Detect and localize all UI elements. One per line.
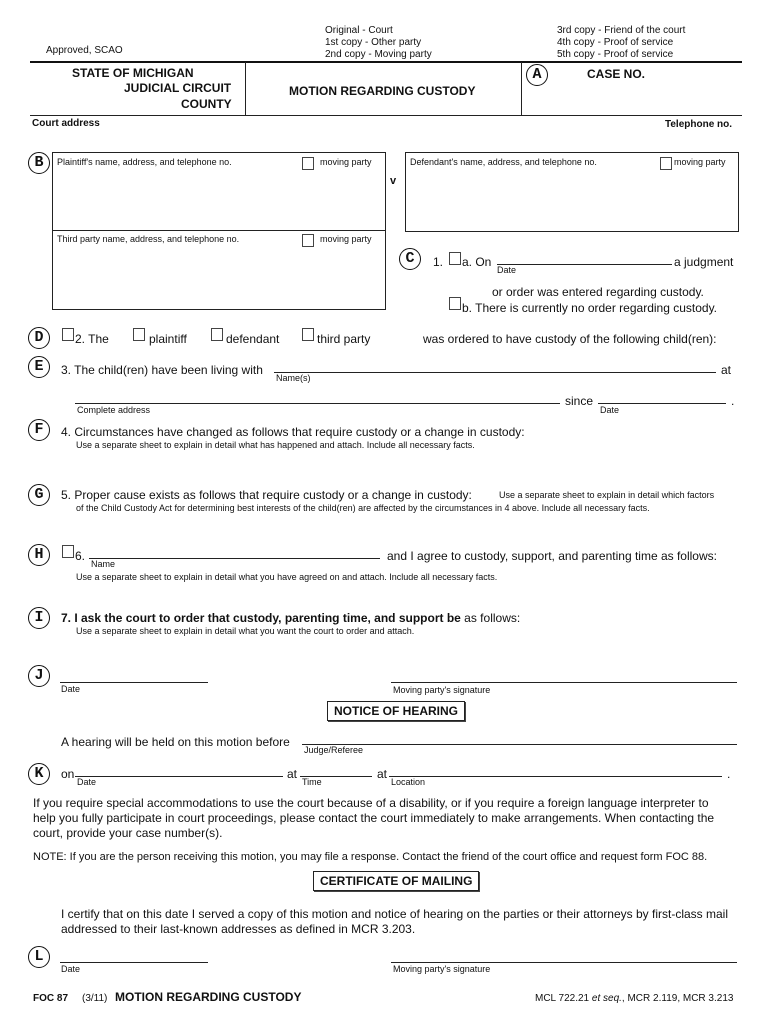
item2-defendant-label: defendant (226, 332, 280, 346)
item5-text: 5. Proper cause exists as follows that require custody or a change in custody: (61, 488, 472, 502)
marker-e: E (28, 356, 50, 378)
item1a-text: a. On (462, 255, 492, 269)
item1a-date-label: Date (497, 265, 517, 275)
court-address-label: Court address (32, 118, 100, 129)
hearing-period: . (727, 767, 731, 781)
item3-since: since (565, 394, 594, 408)
item4-note: Use a separate sheet to explain in detail what has happened and attach. Include all necessary facts. (76, 440, 475, 450)
hearing-at-2: at (377, 767, 388, 781)
hearing-date-line[interactable] (75, 776, 283, 777)
hearing-location-line[interactable] (389, 776, 722, 777)
cert-date-line[interactable] (60, 962, 208, 963)
telephone-label: Telephone no. (665, 119, 733, 130)
copy-1st: 1st copy - Other party (325, 37, 422, 48)
item3-date-line[interactable] (598, 403, 726, 404)
item7-text (61, 611, 520, 625)
copy-2nd: 2nd copy - Moving party (325, 49, 432, 60)
hearing-at-1: at (287, 767, 298, 781)
item2-plaintiff-checkbox[interactable] (133, 328, 145, 341)
footer-form-number: FOC 87 (33, 993, 69, 1004)
marker-l: L (28, 946, 50, 968)
item6-checkbox[interactable] (62, 545, 74, 558)
certificate-line-2: addressed to their last-known addresses as defined in MCR 3.203. (61, 922, 416, 936)
copy-4th: 4th copy - Proof of service (557, 37, 674, 48)
third-party-moving-checkbox[interactable] (302, 234, 314, 247)
item3-address-line[interactable] (75, 403, 560, 404)
defendant-moving-label: moving party (674, 157, 726, 167)
item1a-continued: or order was entered regarding custody. (492, 285, 704, 299)
certificate-title: CERTIFICATE OF MAILING (313, 871, 479, 891)
footer-cite-em: et seq. (591, 993, 622, 1004)
item6-note: Use a separate sheet to explain in detail what you have agreed on and attach. Include all necessary facts. (76, 572, 498, 582)
copy-3rd: 3rd copy - Friend of the court (557, 25, 686, 36)
state-label: STATE OF MICHIGAN (72, 66, 194, 80)
versus-label: v (390, 175, 397, 187)
item1b-checkbox[interactable] (449, 297, 461, 310)
response-note: NOTE: If you are the person receiving this motion, you may file a response. Contact the friend of the court office and request form FOC 88. (33, 851, 708, 863)
accommodations-line-2: help you fully participate in court proceedings, please contact the court immediately to make arrangements. When contacting the (33, 811, 715, 825)
accommodations-line-1: If you require special accommodations to use the court because of a disability, or if you require a foreign language interpreter to (33, 796, 709, 810)
marker-a: A (526, 64, 548, 86)
plaintiff-moving-checkbox[interactable] (302, 157, 314, 170)
item2-plaintiff-label: plaintiff (149, 332, 187, 346)
plaintiff-moving-label: moving party (320, 157, 372, 167)
cert-signature-line[interactable] (391, 962, 737, 963)
item3-names-line[interactable] (274, 372, 716, 373)
item2-text: 2. The (75, 332, 109, 346)
third-party-moving-label: moving party (320, 234, 372, 244)
hearing-location-label: Location (391, 777, 426, 787)
marker-f: F (28, 419, 50, 441)
plaintiff-third-party-box (52, 152, 386, 310)
item7-bold: 7. I ask the court to order that custody, parenting time, and support be (61, 611, 461, 625)
plaintiff-label: Plaintiff's name, address, and telephone no. (57, 157, 232, 167)
defendant-moving-checkbox[interactable] (660, 157, 672, 170)
header-top-rule (30, 61, 742, 63)
certificate-line-1: I certify that on this date I served a copy of this motion and notice of hearing on the parties or their attorneys by first-class mail (61, 907, 728, 921)
circuit-label: JUDICIAL CIRCUIT (124, 81, 232, 95)
item2-third-party-checkbox[interactable] (302, 328, 314, 341)
case-no-label: CASE NO. (587, 67, 646, 81)
judge-line[interactable] (302, 744, 737, 745)
item3-address-label: Complete address (77, 405, 151, 415)
hearing-time-label: Time (302, 777, 322, 787)
item2-checkbox[interactable] (62, 328, 74, 341)
marker-h: H (28, 544, 50, 566)
item3-names-label: Name(s) (276, 373, 311, 383)
approved-text: Approved, SCAO (46, 45, 123, 56)
sig1-signature-label: Moving party's signature (393, 685, 491, 695)
marker-i: I (28, 607, 50, 629)
item5-note1: Use a separate sheet to explain in detail which factors (499, 490, 715, 500)
notice-title: NOTICE OF HEARING (327, 701, 465, 721)
copy-5th: 5th copy - Proof of service (557, 49, 674, 60)
item3-at: at (721, 363, 732, 377)
item6-number: 6. (75, 549, 86, 563)
footer-citation (535, 993, 733, 1004)
cert-signature-label: Moving party's signature (393, 964, 491, 974)
judge-label: Judge/Referee (304, 745, 364, 755)
third-party-label: Third party name, address, and telephone no. (57, 234, 240, 244)
item2-rest: was ordered to have custody of the following child(ren): (423, 332, 717, 346)
cert-date-label: Date (61, 964, 81, 974)
item4-text: 4. Circumstances have changed as follows that require custody or a change in custody: (61, 425, 525, 439)
item1b-text: b. There is currently no order regarding custody. (462, 301, 718, 315)
item7-note: Use a separate sheet to explain in detail what you want the court to order and attach. (76, 626, 415, 636)
sig1-date-label: Date (61, 684, 81, 694)
sig1-signature-line[interactable] (391, 682, 737, 683)
item1a-judgment: a judgment (674, 255, 734, 269)
item1a-date-line[interactable] (497, 264, 672, 265)
item3-period: . (731, 394, 735, 408)
marker-b: B (28, 152, 50, 174)
item1a-checkbox[interactable] (449, 252, 461, 265)
copy-original: Original - Court (325, 25, 393, 36)
item6-text: and I agree to custody, support, and parenting time as follows: (387, 549, 717, 563)
footer-revision: (3/11) (82, 993, 108, 1004)
footer-title: MOTION REGARDING CUSTODY (115, 990, 302, 1004)
item5-note2: of the Child Custody Act for determining best interests of the child(ren) are affected by the circumstances in 4 above. Include all necessary facts. (76, 503, 650, 513)
county-label: COUNTY (181, 97, 232, 111)
hearing-text: A hearing will be held on this motion before (61, 735, 290, 749)
header-divider-1 (245, 62, 246, 115)
marker-j: J (28, 665, 50, 687)
plaintiff-third-divider (52, 230, 385, 231)
marker-c: C (399, 248, 421, 270)
accommodations-line-3: court, provide your case number(s). (33, 826, 223, 840)
footer-cite-pre: MCL 722.21 (535, 993, 590, 1004)
hearing-on: on (61, 767, 75, 781)
defendant-label: Defendant's name, address, and telephone no. (410, 157, 597, 167)
item2-third-party-label: third party (317, 332, 371, 346)
marker-g: G (28, 484, 50, 506)
item1-number: 1. (433, 255, 444, 269)
item7-rest: as follows: (464, 611, 521, 625)
item3-date-label: Date (600, 405, 620, 415)
sig1-date-line[interactable] (60, 682, 208, 683)
page-title: MOTION REGARDING CUSTODY (289, 84, 476, 98)
footer-cite-post: , MCR 2.119, MCR 3.213 (621, 993, 734, 1004)
item6-name-label: Name (91, 559, 116, 569)
marker-k: K (28, 763, 50, 785)
item3-text: 3. The child(ren) have been living with (61, 363, 263, 377)
header-divider-2 (521, 62, 522, 115)
hearing-date-label: Date (77, 777, 97, 787)
header-bottom-rule (30, 115, 742, 116)
item2-defendant-checkbox[interactable] (211, 328, 223, 341)
marker-d: D (28, 327, 50, 349)
item6-name-line[interactable] (89, 558, 380, 559)
